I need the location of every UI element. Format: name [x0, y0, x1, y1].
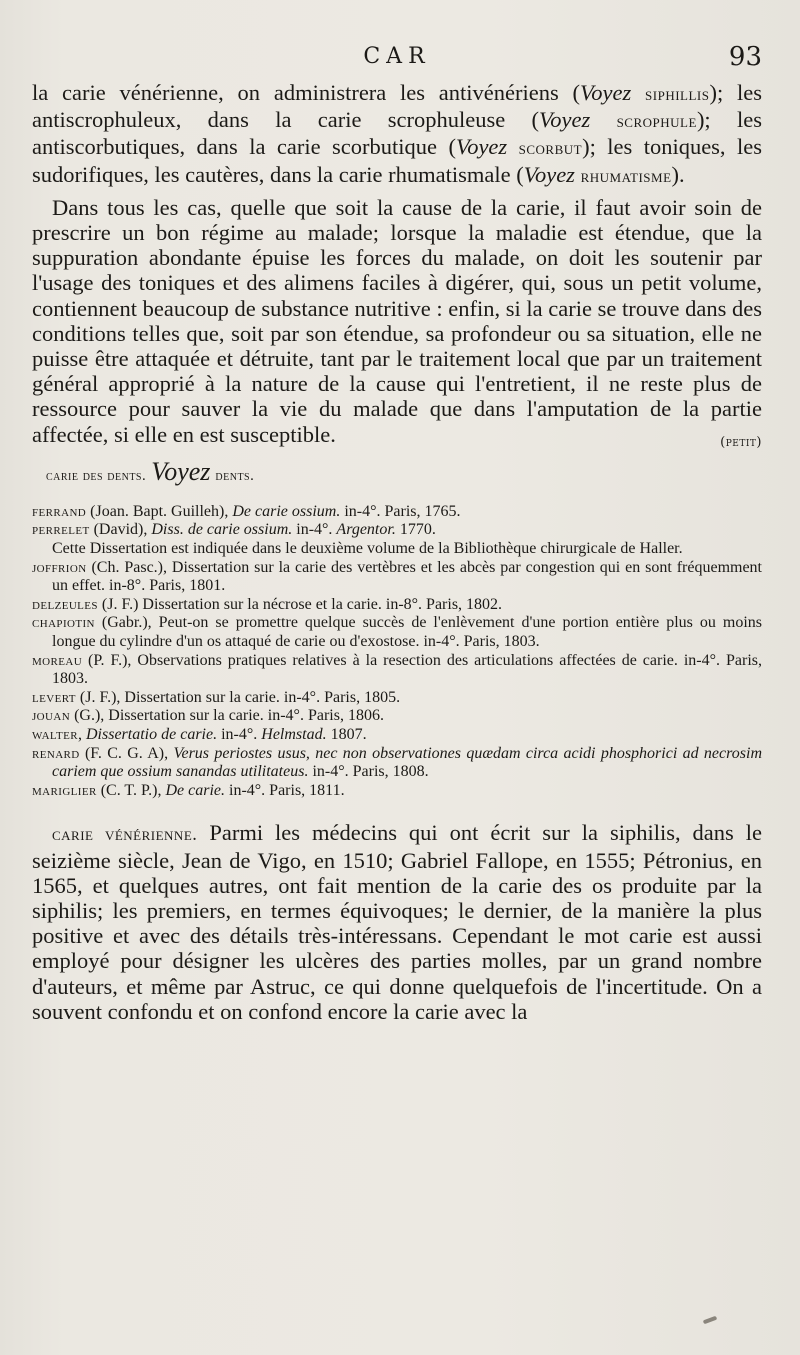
bib-title: Diss. de carie ossium.: [151, 521, 293, 539]
bibliography-entry: [32, 782, 762, 801]
bib-text: (G.), Dissertation sur la carie. in-4°. Paris, 1806.: [70, 707, 384, 725]
bib-text: (David),: [89, 521, 152, 539]
cross-reference: siphillis: [645, 84, 710, 104]
text-run: ); les antiscorbutiques, dans la carie scorbutique (: [32, 107, 762, 160]
voyez-ref: Voyez: [523, 161, 575, 187]
bib-title: Verus periostes usus, nec non observationes quædam circa acidi phosphorici ad necrosim cariem que ossium sanandas utilitateus.: [52, 744, 762, 781]
bib-title: Dissertatio de carie.: [86, 725, 218, 743]
bibliography-entry: [32, 503, 762, 522]
bibliography-entry: [32, 707, 762, 726]
voyez-ref: Voyez: [580, 80, 632, 105]
signature-text: (petit): [720, 434, 762, 450]
bib-text: (C. T. P.),: [96, 781, 166, 799]
see-also-entry: [46, 457, 762, 491]
bib-author: ferrand: [32, 503, 87, 520]
bib-text: (J. F.), Dissertation sur la carie. in-4°. Paris, 1805.: [75, 688, 401, 706]
bibliography-list: [32, 503, 762, 801]
bib-author: chapiotin: [32, 615, 95, 632]
bibliography-entry: [32, 614, 762, 651]
bibliography-note: Cette Dissertation est indiquée dans le deuxième volume de la Bibliothèque chirurgicale de Haller.: [52, 540, 683, 558]
page-number: 93: [728, 42, 762, 72]
bib-text: (F. C. G. A),: [79, 744, 174, 762]
voyez-ref: Voyez: [151, 456, 211, 486]
bib-text: (Gabr.), Peut-on se promettre quelque succès de l'enlèvement d'une portion entière plus ou moins longue du cylindre d'un os attaqué de carie ou d'exostose. in-4°. Paris, 1803.: [52, 614, 762, 650]
bib-text: in-4°. Paris, 1765.: [340, 502, 461, 520]
bib-author: renard: [32, 745, 80, 762]
bib-author: perrelet: [32, 522, 90, 539]
paragraph-general-care: Dans tous les cas, quelle que soit la cause de la carie, il faut avoir soin de prescrire un bon régime au malade; lorsque la maladie est étendue, que la suppuration abondante épuise les forces du malade, on doit les soutenir par l'usage des toniques et des alimens faciles à digérer, qui, sous un petit volume, contiennent beaucoup de substance nutritive : enfin, si la carie se trouve dans des conditions telles que, soit par son étendue, sa profondeur ou sa situation, elle ne puisse être attaquée et détruite, tant par le traitement local que par un traitement général approprié à la nature de la cause qui l'entretient, il ne reste plus de ressource pour sauver la vie du malade que dans l'amputation de la partie affectée, si elle en est susceptible.: [32, 194, 762, 447]
bib-author: mariglier: [32, 782, 97, 799]
bib-place: Argentor.: [336, 521, 396, 539]
paragraph-venereal-caries: [32, 820, 762, 1024]
bib-author: walter: [32, 726, 78, 743]
bib-text: in-4°.: [292, 521, 337, 539]
bib-text: 1807.: [326, 725, 367, 743]
voyez-ref: Voyez: [539, 107, 591, 133]
cross-reference: scrophule: [616, 111, 697, 132]
bib-author: moreau: [32, 652, 83, 669]
cross-reference: scorbut: [518, 138, 583, 159]
bib-text: (J. F.) Dissertation sur la nécrose et la carie. in-8°. Paris, 1802.: [97, 595, 503, 613]
entry-heading: carie vénérienne.: [52, 824, 198, 845]
bibliography-entry: [32, 521, 762, 540]
bibliography-entry: [32, 726, 762, 745]
paragraph-treatments: [32, 80, 762, 189]
see-also-term: carie des dents.: [46, 467, 147, 484]
bibliography-entry: [32, 689, 762, 708]
bib-title: De carie.: [165, 781, 225, 799]
text-run: Parmi les médecins qui ont écrit sur la siphilis, dans le seizième siècle, Jean de Vigo, en 1510; Gabriel Fallope, en 1555; Pétronius, en 1565, et quelques autres, ont fait mention de la carie des os produite par la siphilis; les premiers, en termes équivoques; le dernier, de la manière la plus positive et avec des détails très-intéressans. Cependant le mot carie est aussi employé pour désigner les ulcères des parties molles, par un grand nombre d'auteurs, et même par Astruc, ce qui donne quelquefois de l'incertitude. On a souvent confondu et on confond encore la carie avec la: [32, 820, 762, 1024]
bibliography-entry: [32, 596, 762, 615]
bib-text: (Ch. Pasc.), Dissertation sur la carie des vertèbres et les abcès par congestion qui en sont fréquemment un effet. in-8°. Paris, 1801.: [52, 558, 762, 595]
bib-author: jouan: [32, 708, 71, 725]
ink-blemish: [703, 1316, 718, 1325]
bib-text: (Joan. Bapt. Guilleh),: [86, 502, 233, 520]
bib-text: in-4°. Paris, 1808.: [308, 763, 429, 781]
voyez-ref: Voyez: [455, 134, 508, 160]
cross-reference: rhumatisme: [580, 165, 672, 186]
text-run: ).: [671, 161, 685, 187]
bib-place: Helmstad.: [261, 725, 327, 743]
bib-text: in-4°.: [217, 725, 262, 743]
running-title: CAR: [363, 44, 431, 69]
bib-text: (P. F.), Observations pratiques relatives à la resection des articulations affectées de carie. in-4°. Paris, 1803.: [52, 651, 762, 688]
bibliography-entry: [32, 559, 762, 596]
bib-title: De carie ossium.: [232, 502, 341, 520]
running-head: [32, 40, 762, 80]
text-run: la carie vénérienne, on administrera les antivénériens (: [32, 80, 581, 105]
text-run: ); les toniques, les sudorifiques, les cautères, dans la carie rhumatismale (: [32, 134, 762, 187]
bib-author: joffrion: [32, 559, 87, 576]
bib-text: ,: [78, 725, 86, 743]
text-run: ); les antiscrophuleux, dans la carie scrophuleuse (: [32, 80, 763, 133]
bib-author: delzeules: [32, 596, 98, 613]
bibliography-entry: [32, 745, 762, 782]
bib-author: levert: [32, 689, 76, 706]
bib-text: 1770.: [395, 521, 436, 539]
bibliography-entry: [32, 652, 762, 689]
cross-reference: dents.: [215, 467, 255, 484]
bib-text: in-4°. Paris, 1811.: [225, 781, 345, 799]
